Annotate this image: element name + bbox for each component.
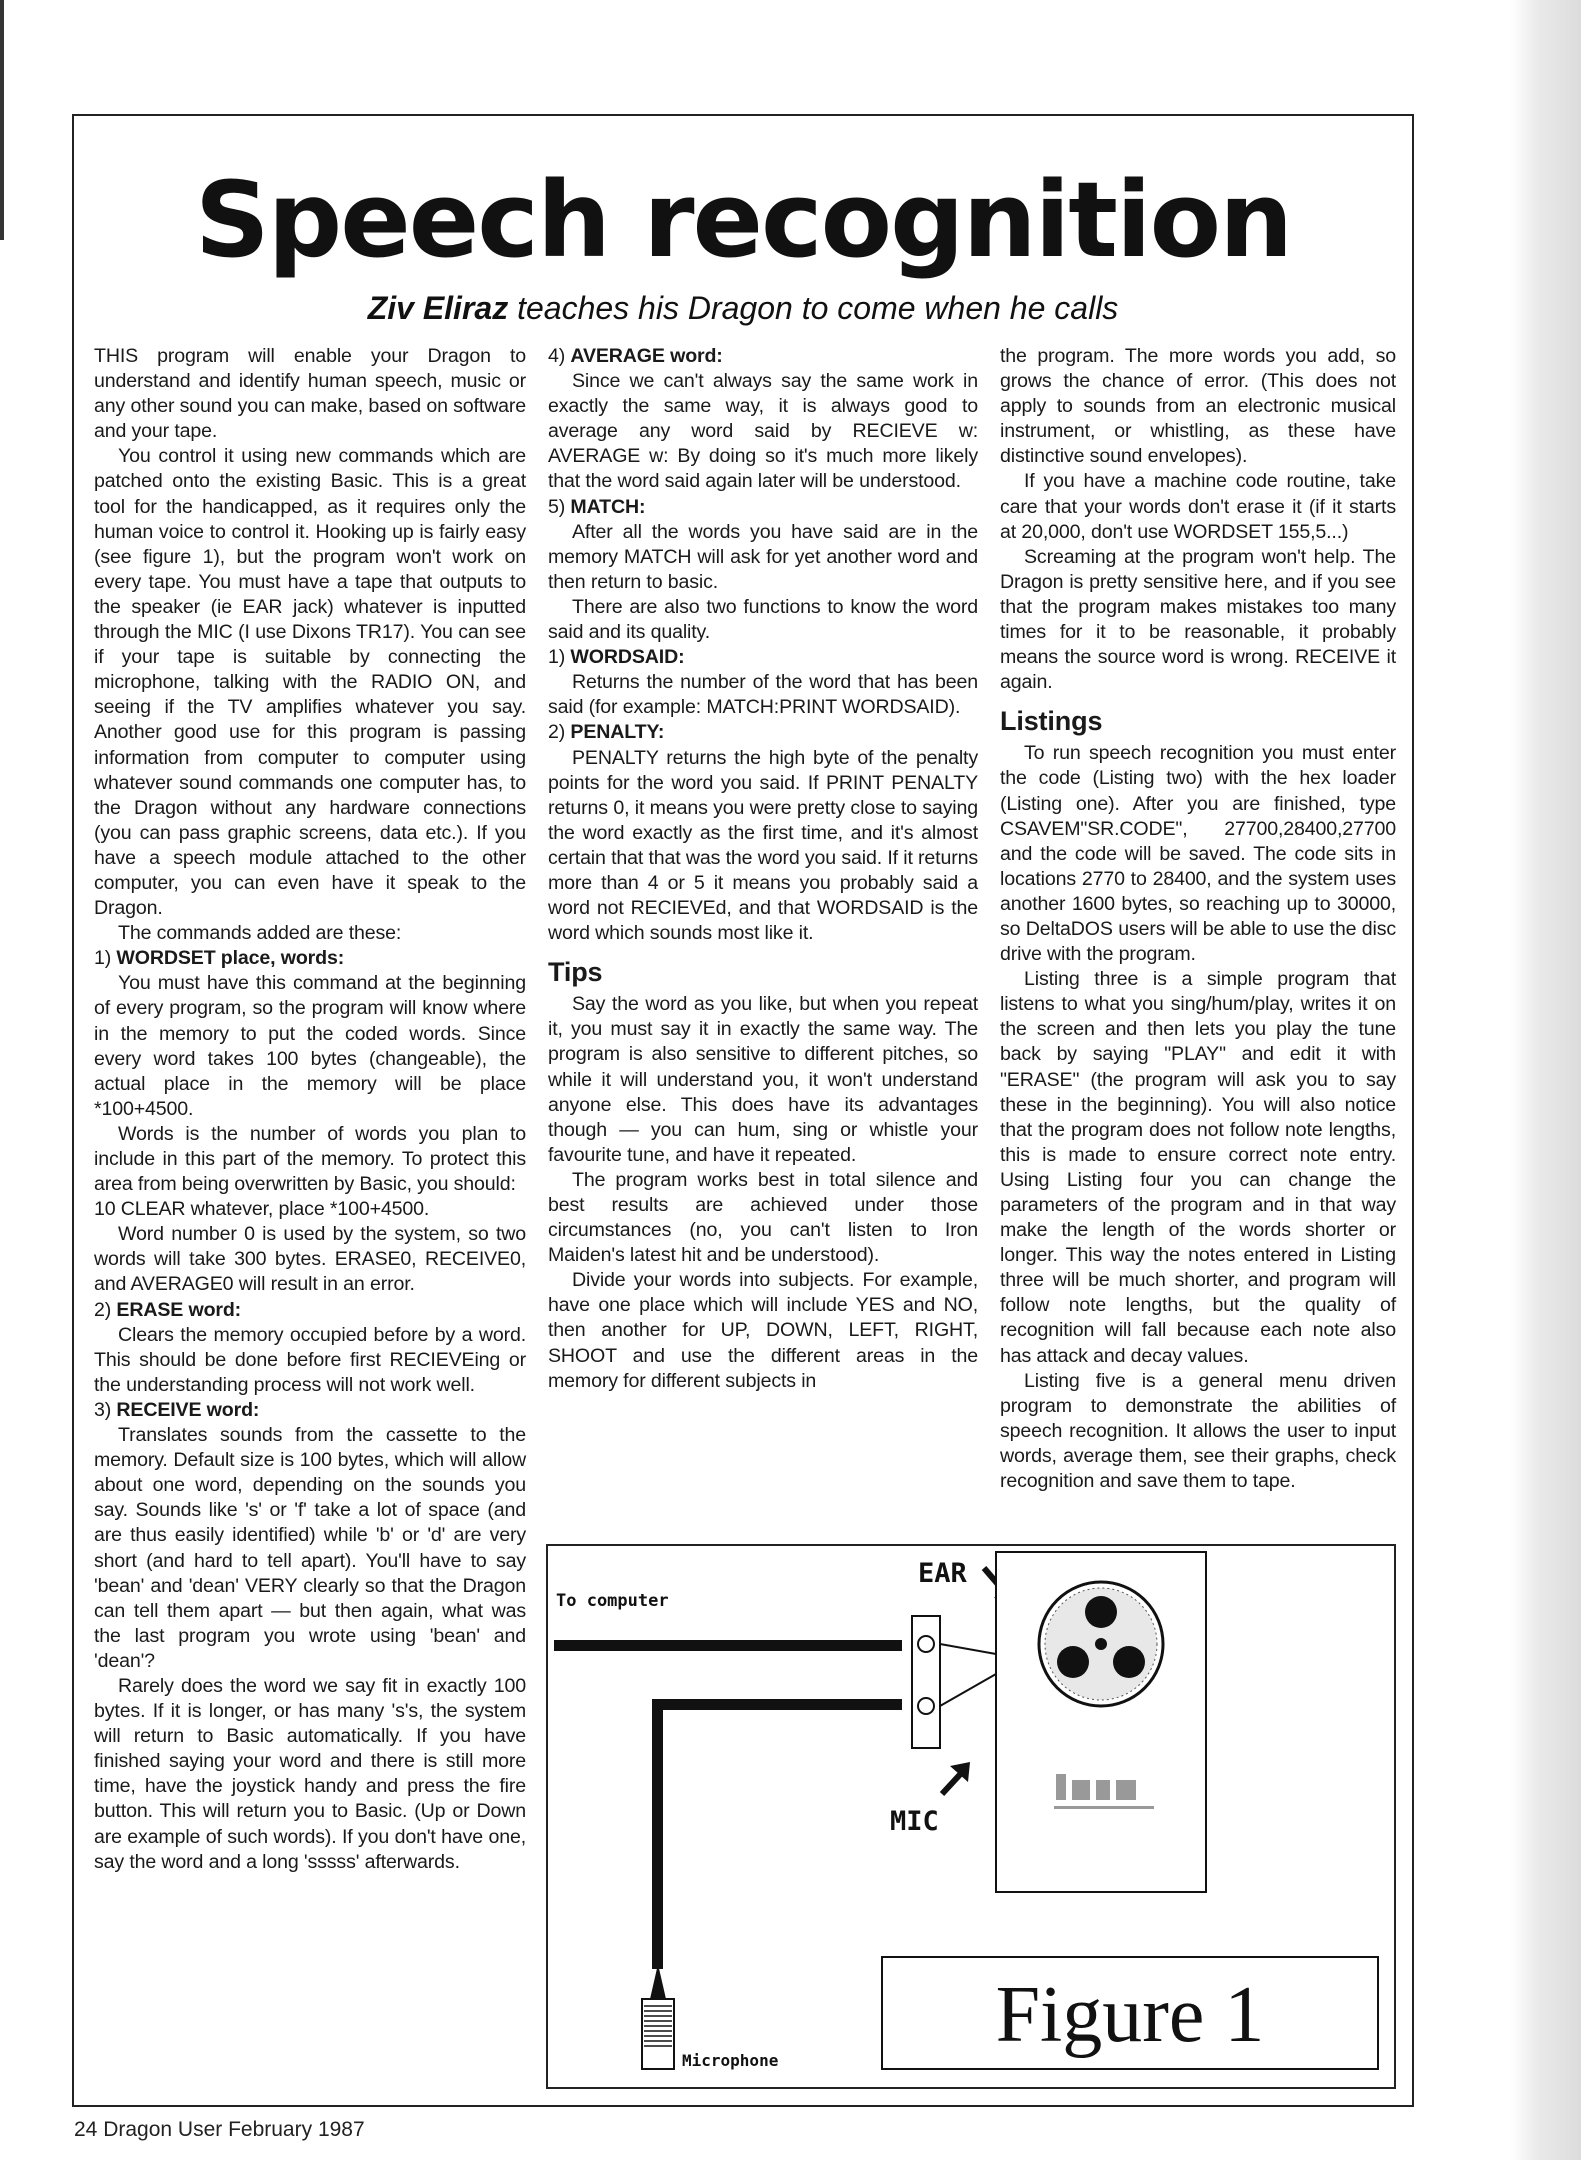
heading-number: 1) bbox=[548, 646, 571, 669]
scan-edge-shadow bbox=[1511, 0, 1581, 2160]
to-computer-label: To computer bbox=[556, 1591, 669, 1611]
mic-cable-horizontal bbox=[652, 1699, 902, 1710]
heading-number: 2) bbox=[548, 721, 571, 744]
author-name: Ziv Eliraz bbox=[367, 290, 509, 326]
mic-wire bbox=[940, 1674, 996, 1706]
figure-1 bbox=[546, 1544, 1396, 2089]
paragraph: Returns the number of the word that has been said (for example: MATCH:PRINT WORDSAID). bbox=[548, 671, 978, 719]
paragraph: After all the words you have said are in the memory MATCH will ask for yet another word and then return to basic. bbox=[548, 520, 978, 593]
paragraph: Say the word as you like, but when you repeat it, you must say it in exactly the same way. The program is also sensitive to different pitches, so while it will understand you, it won't understand anyone else. This does have its advantages though — you can hum, sing or whistle your favourite tune, and have it repeated. bbox=[548, 993, 978, 1166]
command-heading bbox=[94, 946, 526, 971]
figure-caption: Figure 1 bbox=[995, 1971, 1265, 2059]
mic-arrow-icon bbox=[942, 1762, 970, 1794]
subtitle-text: teaches his Dragon to come when he calls bbox=[508, 290, 1119, 326]
paragraph: PENALTY returns the high byte of the penalty points for the word you said. If PRINT PENALTY returns 0, it means you were pretty close to saying the word exactly as the first time, and it's almost certain that that was the word you said. If it returns more than 4 or 5 it means you probably said a word not RECIEVEd, and that WORDSAID is the word which sounds most like it. bbox=[548, 746, 978, 945]
paragraph: THIS program will enable your Dragon to understand and identify human speech, music or any other sound you can make, based on software and your tape. bbox=[94, 345, 526, 443]
microphone-label: Microphone bbox=[682, 2051, 779, 2070]
section-heading-tips: Tips bbox=[548, 957, 603, 988]
article-title: Speech recognition bbox=[194, 159, 1292, 281]
heading-text: RECEIVE word: bbox=[116, 1398, 260, 1421]
ear-wire bbox=[940, 1644, 996, 1654]
command-heading bbox=[94, 1398, 526, 1423]
command-heading bbox=[548, 344, 978, 369]
page-footer: 24 Dragon User February 1987 bbox=[74, 2118, 365, 2141]
heading-number: 3) bbox=[94, 1398, 117, 1421]
paragraph: The commands added are these: bbox=[118, 922, 402, 945]
heading-number: 4) bbox=[548, 345, 571, 367]
paragraph: There are also two functions to know the word said and its quality. bbox=[548, 595, 978, 644]
paragraph: Translates sounds from the cassette to the memory. Default size is 100 bytes, which will allow about one word, depending on the sounds you say. Sounds like 's' or 'f' take a lot of space (and are thus easily identified) while 'b' or 'd' are very short (and hard to tell apart). You'll have to say 'bean' and 'dean' VERY clearly so that the Dragon can tell them apart — but then again, what was the last program you wrote using 'bean' and 'dean'? bbox=[94, 1424, 526, 1672]
mic-cable-vertical bbox=[652, 1699, 663, 1969]
article-subtitle bbox=[74, 290, 1412, 327]
column-3 bbox=[1000, 344, 1396, 1494]
code-line: 10 CLEAR whatever, place *100+4500. bbox=[94, 1198, 430, 1221]
ear-jack-icon bbox=[918, 1636, 934, 1652]
microphone-icon bbox=[642, 1964, 674, 2069]
mic-label: MIC bbox=[890, 1806, 939, 1837]
paragraph: To run speech recognition you must enter the code (Listing two) with the hex loader (Listing one). After you are finished, type CSAVEM"SR.CODE", 27700,28400,27700 and the code will be saved. The code sits in locations 2770 to 28400, and the system uses another 1600 bytes, so reaching up to 30000, so DeltaDOS users will be able to use the disc drive with the program. bbox=[1000, 742, 1396, 966]
paragraph: Screaming at the program won't help. The Dragon is pretty sensitive here, and if you see that the program makes mistakes too many times for it to be reasonable, it probably means the source word is wrong. RECEIVE it again. bbox=[1000, 545, 1396, 694]
paragraph: Word number 0 is used by the system, so two words will take 300 bytes. ERASE0, RECEIVE0, and AVERAGE0 will result in an error. bbox=[94, 1223, 526, 1296]
heading-text: ERASE word: bbox=[116, 1298, 242, 1321]
function-heading bbox=[548, 720, 978, 745]
heading-number: 5) bbox=[548, 495, 571, 518]
paragraph: You control it using new commands which are patched onto the existing Basic. This is a great tool for the handicapped, as it requires only the human voice to control it. Hooking up is fairly easy (see figure 1), but the program won't work on every tape. You must have a tape that outputs to the speaker (ie EAR jack) whatever is inputted through the MIC (I use Dixons TR17). You can see if your tape is suitable by connecting the microphone, talking with the RADIO ON, and seeing if the TV amplifies whatever you say. Another good use for this program is passing information from computer to computer using whatever sound commands one computer has, to the Dragon without any hardware connections (you can pass graphic screens, data etc.). If you have a speech module attached to the other computer, you can even have it speak to the Dragon. bbox=[94, 445, 526, 920]
heading-text: MATCH: bbox=[570, 495, 646, 518]
scan-left-edge bbox=[0, 0, 4, 240]
paragraph: If you have a machine code routine, take care that your words don't erase it (if it starts at 20,000, don't use WORDSET 155,5...) bbox=[1000, 470, 1396, 543]
section-heading-listings: Listings bbox=[1000, 706, 1103, 737]
heading-number: 1) bbox=[94, 947, 117, 970]
figure-1-diagram bbox=[546, 1544, 1396, 2089]
heading-text: WORDSET place, words: bbox=[116, 947, 345, 970]
function-heading bbox=[548, 645, 978, 670]
paragraph: Listing three is a simple program that listens to what you sing/hum/play, writes it on the screen and then lets you play the tune back by saying "PLAY" and edit it with "ERASE" (the program will ask you to say these in the beginning). You will also notice that the program does not follow note lengths, this is made to ensure correct note entry. Using Listing four you can change the parameters of the program and in that way make the length of the words shorter or longer. This way the notes entered in Listing three will be much shorter, and program will follow note lengths, but the quality of recognition will fall because each note also has attack and decay values. bbox=[1000, 968, 1396, 1367]
mic-jack-icon bbox=[918, 1698, 934, 1714]
heading-text: PENALTY: bbox=[570, 721, 665, 744]
ear-label: EAR bbox=[918, 1558, 967, 1589]
paragraph: Rarely does the word we say fit in exactly 100 bytes. If it is longer, or has many 's's, the system will return to Basic automatically. If you have finished saying your word and there is still more time, have the joystick handy and press the fire button. This will return you to Basic. (Up or Down are example of such words). If you don't have one, say the word and a long 'sssss' afterwards. bbox=[94, 1674, 526, 1873]
command-heading bbox=[548, 495, 978, 520]
heading-text: WORDSAID: bbox=[570, 646, 685, 669]
paragraph: The program works best in total silence and best results are achieved under those circumstances (no, you can't listen to Iron Maiden's latest hit and be understood). bbox=[548, 1168, 978, 1267]
column-1 bbox=[94, 344, 526, 1875]
article-frame bbox=[72, 114, 1414, 2107]
speaker-grille-icon bbox=[1039, 1582, 1163, 1706]
paragraph: Clears the memory occupied before by a word. This should be done before first RECIEVEing or the understanding process will not work well. bbox=[94, 1323, 526, 1396]
paragraph: Words is the number of words you plan to include in this part of the memory. To protect this area from being overwritten by Basic, you should: bbox=[94, 1122, 526, 1196]
paragraph: You must have this command at the beginning of every program, so the program will know where in the memory to put the coded words. Since every word takes 100 bytes (changeable), the actual place in the memory will be place *100+4500. bbox=[94, 972, 526, 1120]
heading-number: 2) bbox=[94, 1298, 117, 1321]
ear-cable bbox=[554, 1640, 902, 1651]
paragraph: Listing five is a general menu driven program to demonstrate the abilities of speech recognition. It allows the user to input words, average them, see their graphs, check recognition and save them to tape. bbox=[1000, 1369, 1396, 1493]
paragraph: Divide your words into subjects. For example, have one place which will include YES and NO, then another for UP, DOWN, LEFT, RIGHT, SHOOT and use the different areas in the memory for different subjects in bbox=[548, 1269, 978, 1392]
paragraph: the program. The more words you add, so grows the chance of error. (This does not apply to sounds from an electronic musical instrument, or whistling, as these have distinctive sound envelopes). bbox=[1000, 345, 1396, 468]
paragraph: Since we can't always say the same work in exactly the same way, it is always good to average any word said by RECIEVE w: AVERAGE w: By doing so it's much more likely that the word said again later will be understood. bbox=[548, 370, 978, 493]
heading-text: AVERAGE word: bbox=[570, 345, 723, 367]
column-2 bbox=[548, 344, 978, 1394]
command-heading bbox=[94, 1298, 526, 1323]
